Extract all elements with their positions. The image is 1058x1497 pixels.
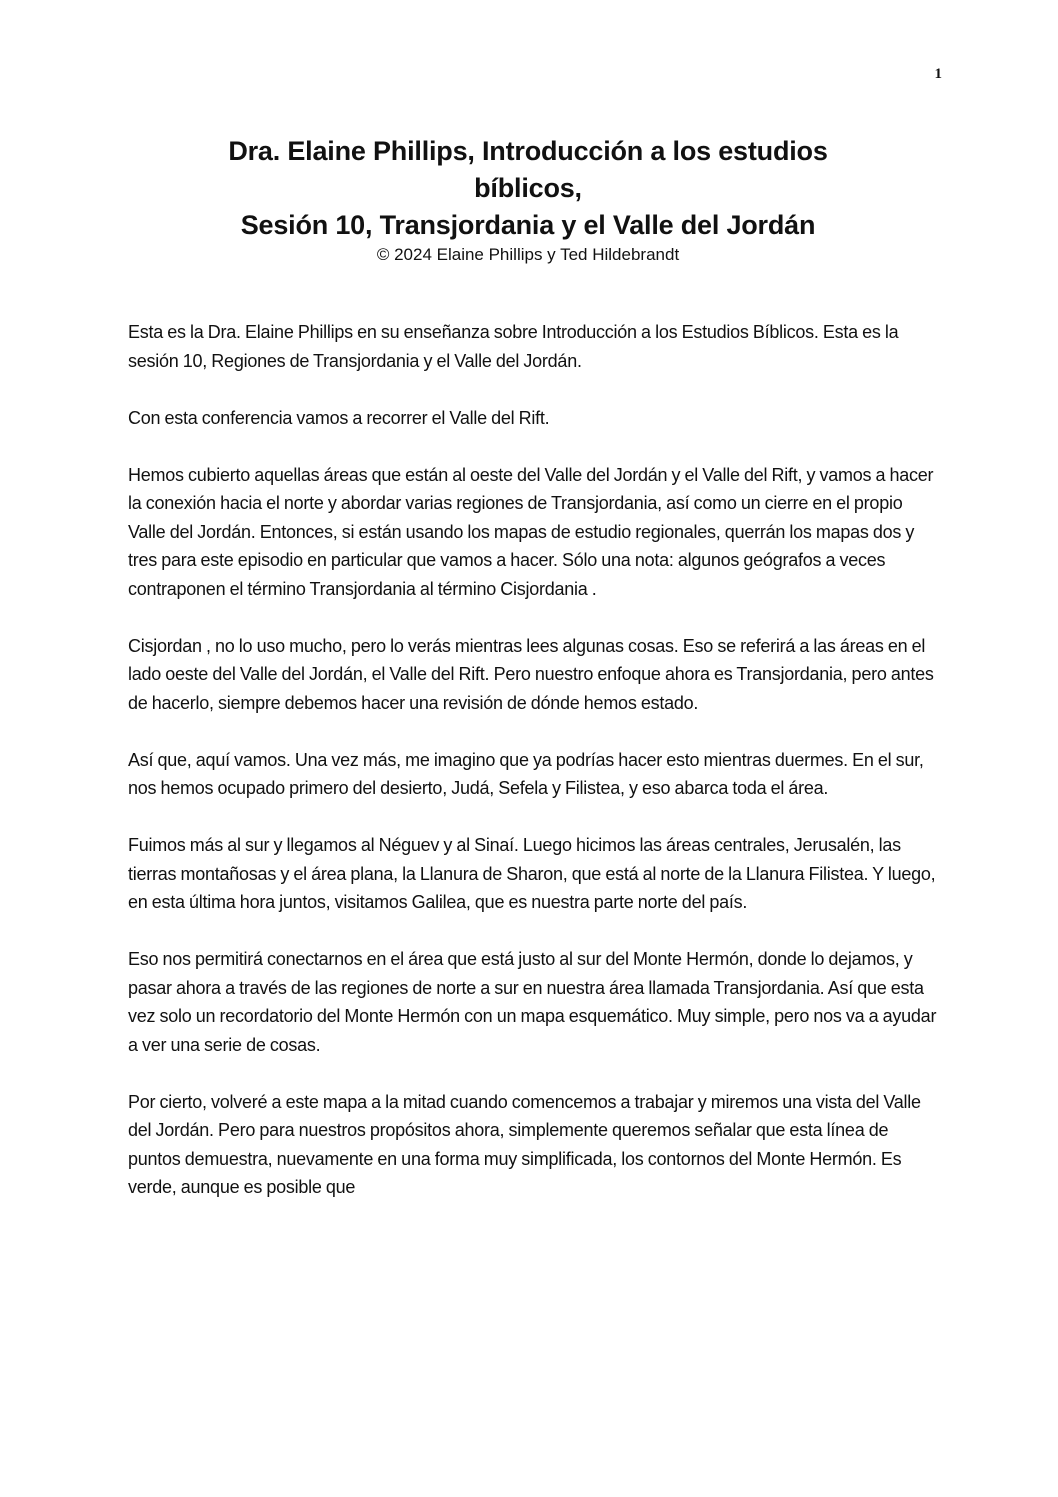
page-number: 1 [934, 66, 942, 82]
paragraph: Eso nos permitirá conectarnos en el área que está justo al sur del Monte Hermón, donde lo dejamos, y pasar ahora a través de las regiones de norte a sur en nuestra área llamada Transjordania. Así que esta vez solo un recordatorio del Monte Hermón con un mapa esquemático. Muy simple, pero nos va a ayudar a ver una serie de cosas. [128, 949, 937, 1055]
paragraph: Esta es la Dra. Elaine Phillips en su enseñanza sobre Introducción a los Estudios Bíblicos. Esta es la sesión 10, Regiones de Transjordania y el Valle del Jordán. [128, 322, 899, 371]
document-title-line-2: bíblicos, [474, 173, 582, 203]
document-body [128, 318, 938, 1230]
paragraph: Con esta conferencia vamos a recorrer el Valle del Rift. [128, 407, 550, 428]
document-header [128, 133, 928, 266]
document-title-line-1: Dra. Elaine Phillips, Introducción a los estudios [228, 136, 828, 166]
paragraph: Por cierto, volveré a este mapa a la mitad cuando comencemos a trabajar y miremos una vista del Valle del Jordán. Pero para nuestros propósitos ahora, simplemente queremos señalar que esta línea de puntos demuestra, nuevamente en una forma muy simplificada, los contornos del Monte Hermón. Es verde, aunque es posible que [128, 1091, 921, 1197]
paragraph: Así que, aquí vamos. Una vez más, me imagino que ya podrías hacer esto mientras duermes. En el sur, nos hemos ocupado primero del desierto, Judá, Sefela y Filistea, y eso abarca toda el área. [128, 749, 924, 798]
document-title-line-3: Sesión 10, Transjordania y el Valle del Jordán [240, 210, 816, 240]
paragraph: Hemos cubierto aquellas áreas que están al oeste del Valle del Jordán y el Valle del Rift, y vamos a hacer la conexión hacia el norte y abordar varias regiones de Transjordania, así como un cierre en el propio Valle del Jordán. Entonces, si están usando los mapas de estudio regionales, querrán los mapas dos y tres para este episodio en particular que vamos a hacer. Sólo una nota: algunos geógrafos a veces contraponen el término Transjordania al término Cisjordania . [128, 464, 934, 599]
paragraph: Fuimos más al sur y llegamos al Néguev y al Sinaí. Luego hicimos las áreas centrales, Jerusalén, las tierras montañosas y el área plana, la Llanura de Sharon, que está al norte de la Llanura Filistea. Y luego, en esta última hora juntos, visitamos Galilea, que es nuestra parte norte del país. [128, 835, 936, 912]
copyright-notice: © 2024 Elaine Phillips y Ted Hildebrandt [376, 245, 680, 264]
paragraph: Cisjordan , no lo uso mucho, pero lo verás mientras lees algunas cosas. Eso se referirá a las áreas en el lado oeste del Valle del Jordán, el Valle del Rift. Pero nuestro enfoque ahora es Transjordania, pero antes de hacerlo, siempre debemos hacer una revisión de dónde hemos estado. [128, 635, 934, 713]
